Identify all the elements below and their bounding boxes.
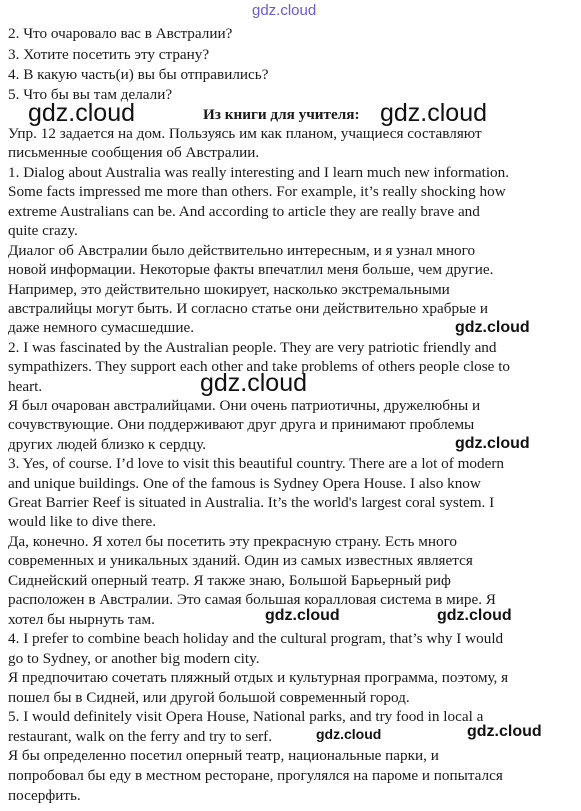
text-line: австралийцы могут быть. И согласно статье они действительно храбрые и <box>8 300 488 317</box>
text-line: 3. Yes, of course. I’d love to visit this beautiful country. There are a lot of modern <box>8 455 505 472</box>
text-line: современных и уникальных зданий. Один из самых известных является <box>8 552 473 569</box>
text-line: 2. I was fascinated by the Australian people. They are very patriotic friendly and <box>8 339 497 356</box>
text-line: 1. Dialog about Australia was really interesting and I learn much new information. <box>8 164 510 181</box>
text-line: Я был очарован австралийцами. Они очень патриотичны, дружелюбны и <box>8 397 481 414</box>
text-line: Упр. 12 задается на дом. Пользуясь им как планом, учащиеся составляют <box>8 125 482 142</box>
text-line: would like to dive there. <box>8 513 157 530</box>
text-line: 5. Что бы вы там делали? <box>8 86 173 103</box>
text-line: посерфить. <box>8 787 81 804</box>
text-line: Great Barrier Reef is situated in Australia. It’s the world's largest coral system. I <box>8 494 495 511</box>
watermark: gdz.cloud <box>200 369 308 397</box>
text-line: Да, конечно. Я хотел бы посетить эту прекрасную страну. Есть много <box>8 533 458 550</box>
watermark: gdz.cloud <box>437 607 512 624</box>
watermark: gdz.cloud <box>455 319 530 336</box>
section-heading: Из книги для учителя: <box>203 106 360 123</box>
text-line: 4. I prefer to combine beach holiday and the cultural program, that’s why I would <box>8 630 504 647</box>
text-line: Диалог об Австралии было действительно интересным, и я узнал много <box>8 242 476 259</box>
text-line: Some facts impressed me more than others. For example, it’s really shocking how <box>8 183 506 200</box>
text-line: пошел бы в Сидней, или другой большой современный город. <box>8 689 410 706</box>
text-line: 4. В какую часть(и) вы бы отправились? <box>8 66 269 83</box>
watermark: gdz.cloud <box>265 607 340 624</box>
text-line: 5. I would definitely visit Opera House, National parks, and try food in local a <box>8 708 484 725</box>
text-line: go to Sydney, or another big modern city. <box>8 650 260 667</box>
watermark: gdz.cloud <box>380 99 488 127</box>
text-line: Сиднейский оперный театр. Я также знаю, Большой Барьерный риф <box>8 572 451 589</box>
watermark: gdz.cloud <box>467 723 542 740</box>
watermark: gdz.cloud <box>28 99 136 127</box>
text-line: попробовал бы еду в местном ресторане, прогулялся на пароме и попытался <box>8 767 503 784</box>
text-line: and unique buildings. One of the famous is Sydney Opera House. I also know <box>8 475 481 492</box>
text-line: Я бы определенно посетил оперный театр, национальные парки, и <box>8 747 439 764</box>
text-line: quite crazy. <box>8 222 78 239</box>
text-line: хотел бы нырнуть там. <box>8 611 155 628</box>
text-line: 2. Что очаровало вас в Австралии? <box>8 25 233 42</box>
text-line: даже немного сумасшедшие. <box>8 319 194 336</box>
watermark: gdz.cloud <box>252 2 317 19</box>
text-line: письменные сообщения об Австралии. <box>8 144 260 161</box>
text-line: restaurant, walk on the ferry and try to serf. <box>8 728 272 745</box>
text-line: сочувствующие. Они поддерживают друг друга и принимают проблемы <box>8 416 475 433</box>
text-line: Например, это действительно шокирует, насколько экстремальными <box>8 281 450 298</box>
watermark: gdz.cloud <box>316 726 382 742</box>
text-line: новой информации. Некоторые факты впечатлил меня больше, чем другие. <box>8 261 494 278</box>
text-line: расположен в Австралии. Это самая большая коралловая система в мире. Я <box>8 591 496 608</box>
text-line: heart. <box>8 378 43 395</box>
text-line: extreme Australians can be. And according to article they are really brave and <box>8 203 480 220</box>
text-line: sympathizers. They support each other and take problems of others people close to <box>8 358 511 375</box>
text-line: Я предпочитаю сочетать пляжный отдых и культурная программа, поэтому, я <box>8 669 509 686</box>
text-line: 3. Хотите посетить эту страну? <box>8 46 210 63</box>
watermark: gdz.cloud <box>455 435 530 452</box>
text-line: других людей близко к сердцу. <box>8 436 207 453</box>
